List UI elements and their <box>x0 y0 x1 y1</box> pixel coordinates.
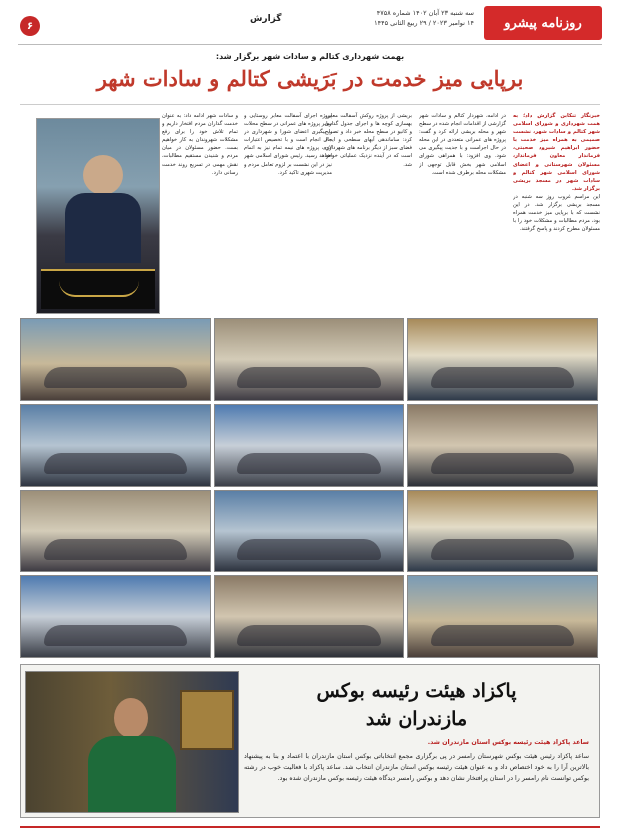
meeting-photo <box>214 318 405 401</box>
page-header <box>0 0 620 46</box>
boxing-headline-line1: پاکزاد هیئت رئیسه بوکس <box>316 680 517 702</box>
section-label: گزارش <box>250 14 282 24</box>
headline-divider <box>20 104 600 105</box>
issue-date-persian: سه شنبه ۲۳ آبان ۱۴۰۲ شماره ۴۷۵۸ <box>376 9 474 17</box>
boxing-lead: ساعد پاکزاد هیئت رئیسه بوکس استان مازندران شد. <box>427 739 589 746</box>
article-lead: خبرنگار تنکابن گزارش داد؛ به همت شهرداری و شورای اسلامی شهر کتالم و سادات شهر، نشست صمیمی به همراه میز خدمت با حضور ابراهیم شیرود صحبتی، فرماندار معاون فرماندار، مسئولان شهرستانی و اعضای شورای اسلامی شهر کتالم و سادات شهر در مسجد بریشی برگزار شد. <box>513 113 600 192</box>
article-column-3 <box>325 112 412 312</box>
meeting-photo <box>214 404 405 487</box>
boxing-headline <box>244 677 589 733</box>
meeting-photo <box>407 490 598 573</box>
meeting-photo <box>20 404 211 487</box>
article-column-5 <box>244 112 332 312</box>
article-headline: برپایی میز خدمت در بَرَیشی کتالم و سادات شهر <box>96 66 524 91</box>
meeting-photo <box>20 490 211 573</box>
boxing-article <box>20 664 600 818</box>
footer-divider <box>20 826 600 828</box>
meeting-photo <box>407 404 598 487</box>
meeting-photo <box>214 490 405 573</box>
article-column-2 <box>419 112 506 312</box>
meeting-photo <box>20 575 211 658</box>
speaker-photo <box>36 118 160 314</box>
speaker-head <box>83 155 123 195</box>
meeting-photo <box>20 318 211 401</box>
article-column-4 <box>162 112 238 312</box>
page-number-badge: ۶ <box>20 16 40 36</box>
issue-date-gregorian: ۱۴ نوامبر ۲۰۲۳ / ۲۹ ربیع الثانی ۱۴۴۵ <box>374 19 474 27</box>
official-head <box>114 698 148 738</box>
official-jacket <box>88 736 176 813</box>
speaker-body <box>65 193 141 263</box>
newspaper-logo: روزنامه پیشرو <box>484 6 602 40</box>
header-divider <box>18 44 602 45</box>
article-column-1 <box>513 112 600 312</box>
meeting-photo <box>407 318 598 401</box>
trophy-shelf <box>180 690 234 750</box>
article-body-5: پروژه اجرای آسفالت معابر روستایی و سایر پروژه های عمرانی در سطح محلات با پیگیری اعضای شورا و شهرداری در حال انجام است و با تخصیص اعتبارات لازم، پروژه های نیمه تمام نیز به اتمام خواهد رسید. رئیس شورای اسلامی شهر نیز در این نشست بر لزوم تعامل مردم و مدیریت شهری تاکید کرد. <box>244 113 332 176</box>
boxing-headline-line2: مازندران شد <box>365 708 468 730</box>
photo-grid <box>20 318 598 658</box>
meeting-photo <box>214 575 405 658</box>
article-body-3: بریشی از پروژه روکش آسفالت معابر، بهسازی کوچه ها و اجرای جدول گذاری و کانیو در سطح محله خبر داد و تصریح کرد: ساماندهی آبهای سطحی و ایجاد فضای سبز از دیگر برنامه های شهرداری است که در آینده نزدیک عملیاتی خواهد شد. <box>325 113 412 168</box>
boxing-official-photo <box>25 671 239 813</box>
meeting-photo <box>407 575 598 658</box>
article-body-4: و سادات شهر ادامه داد: به عنوان خدمت گذاران مردم افتخار داریم و تمام تلاش خود را برای رفع مشکلات شهروندان به کار خواهیم بست. حضور مسئولان در میان مردم و شنیدن مستقیم مطالبات، نقش مهمی در تسریع روند خدمت رسانی دارد. <box>162 113 238 176</box>
article-kicker: بهمت شهرداری کتالم و سادات شهر برگزار شد: <box>215 52 405 61</box>
issue-meta <box>374 8 474 28</box>
article-body-2: در ادامه، شهردار کتالم و سادات شهر گزارشی از اقدامات انجام شده در سطح شهر و محله بریشی ارائه کرد و گفت: پروژه های عمرانی متعددی در این محله در حال اجراست و با جدیت پیگیری می شود. وی افزود: با همراهی شورای اسلامی شهر بخش قابل توجهی از مشکلات محله برطرف شده است. <box>419 113 506 176</box>
article-body-1: این مراسم غروب روز سه شنبه در مسجد بریشی برگزار شد. در این نشست که با برپایی میز خدمت همراه بود، مردم مطالبات و مشکلات خود را با مسئولان مطرح کردند و پاسخ گرفتند. <box>513 193 600 233</box>
boxing-body: ساعد پاکزاد رئیس هیئت بوکس شهرستان رامسر در پی برگزاری مجمع انتخاباتی بوکس استان مازندران با اعتماد و بنا به پیشنهاد بالاترین آرا را به خود اختصاص داد و به عنوان هیئت رئیسه بوکس استان مازندران انتخاب شد. ساعد پاکزاد با فعالیت خوب در رشته بوکس توانست نام رامسر را در استان پرافتخار نشان دهد و بوکس رامسر دیدگاه هیئت رئیسه بوکس مازندران شده بود. <box>244 753 589 782</box>
mourning-banner <box>41 269 155 309</box>
